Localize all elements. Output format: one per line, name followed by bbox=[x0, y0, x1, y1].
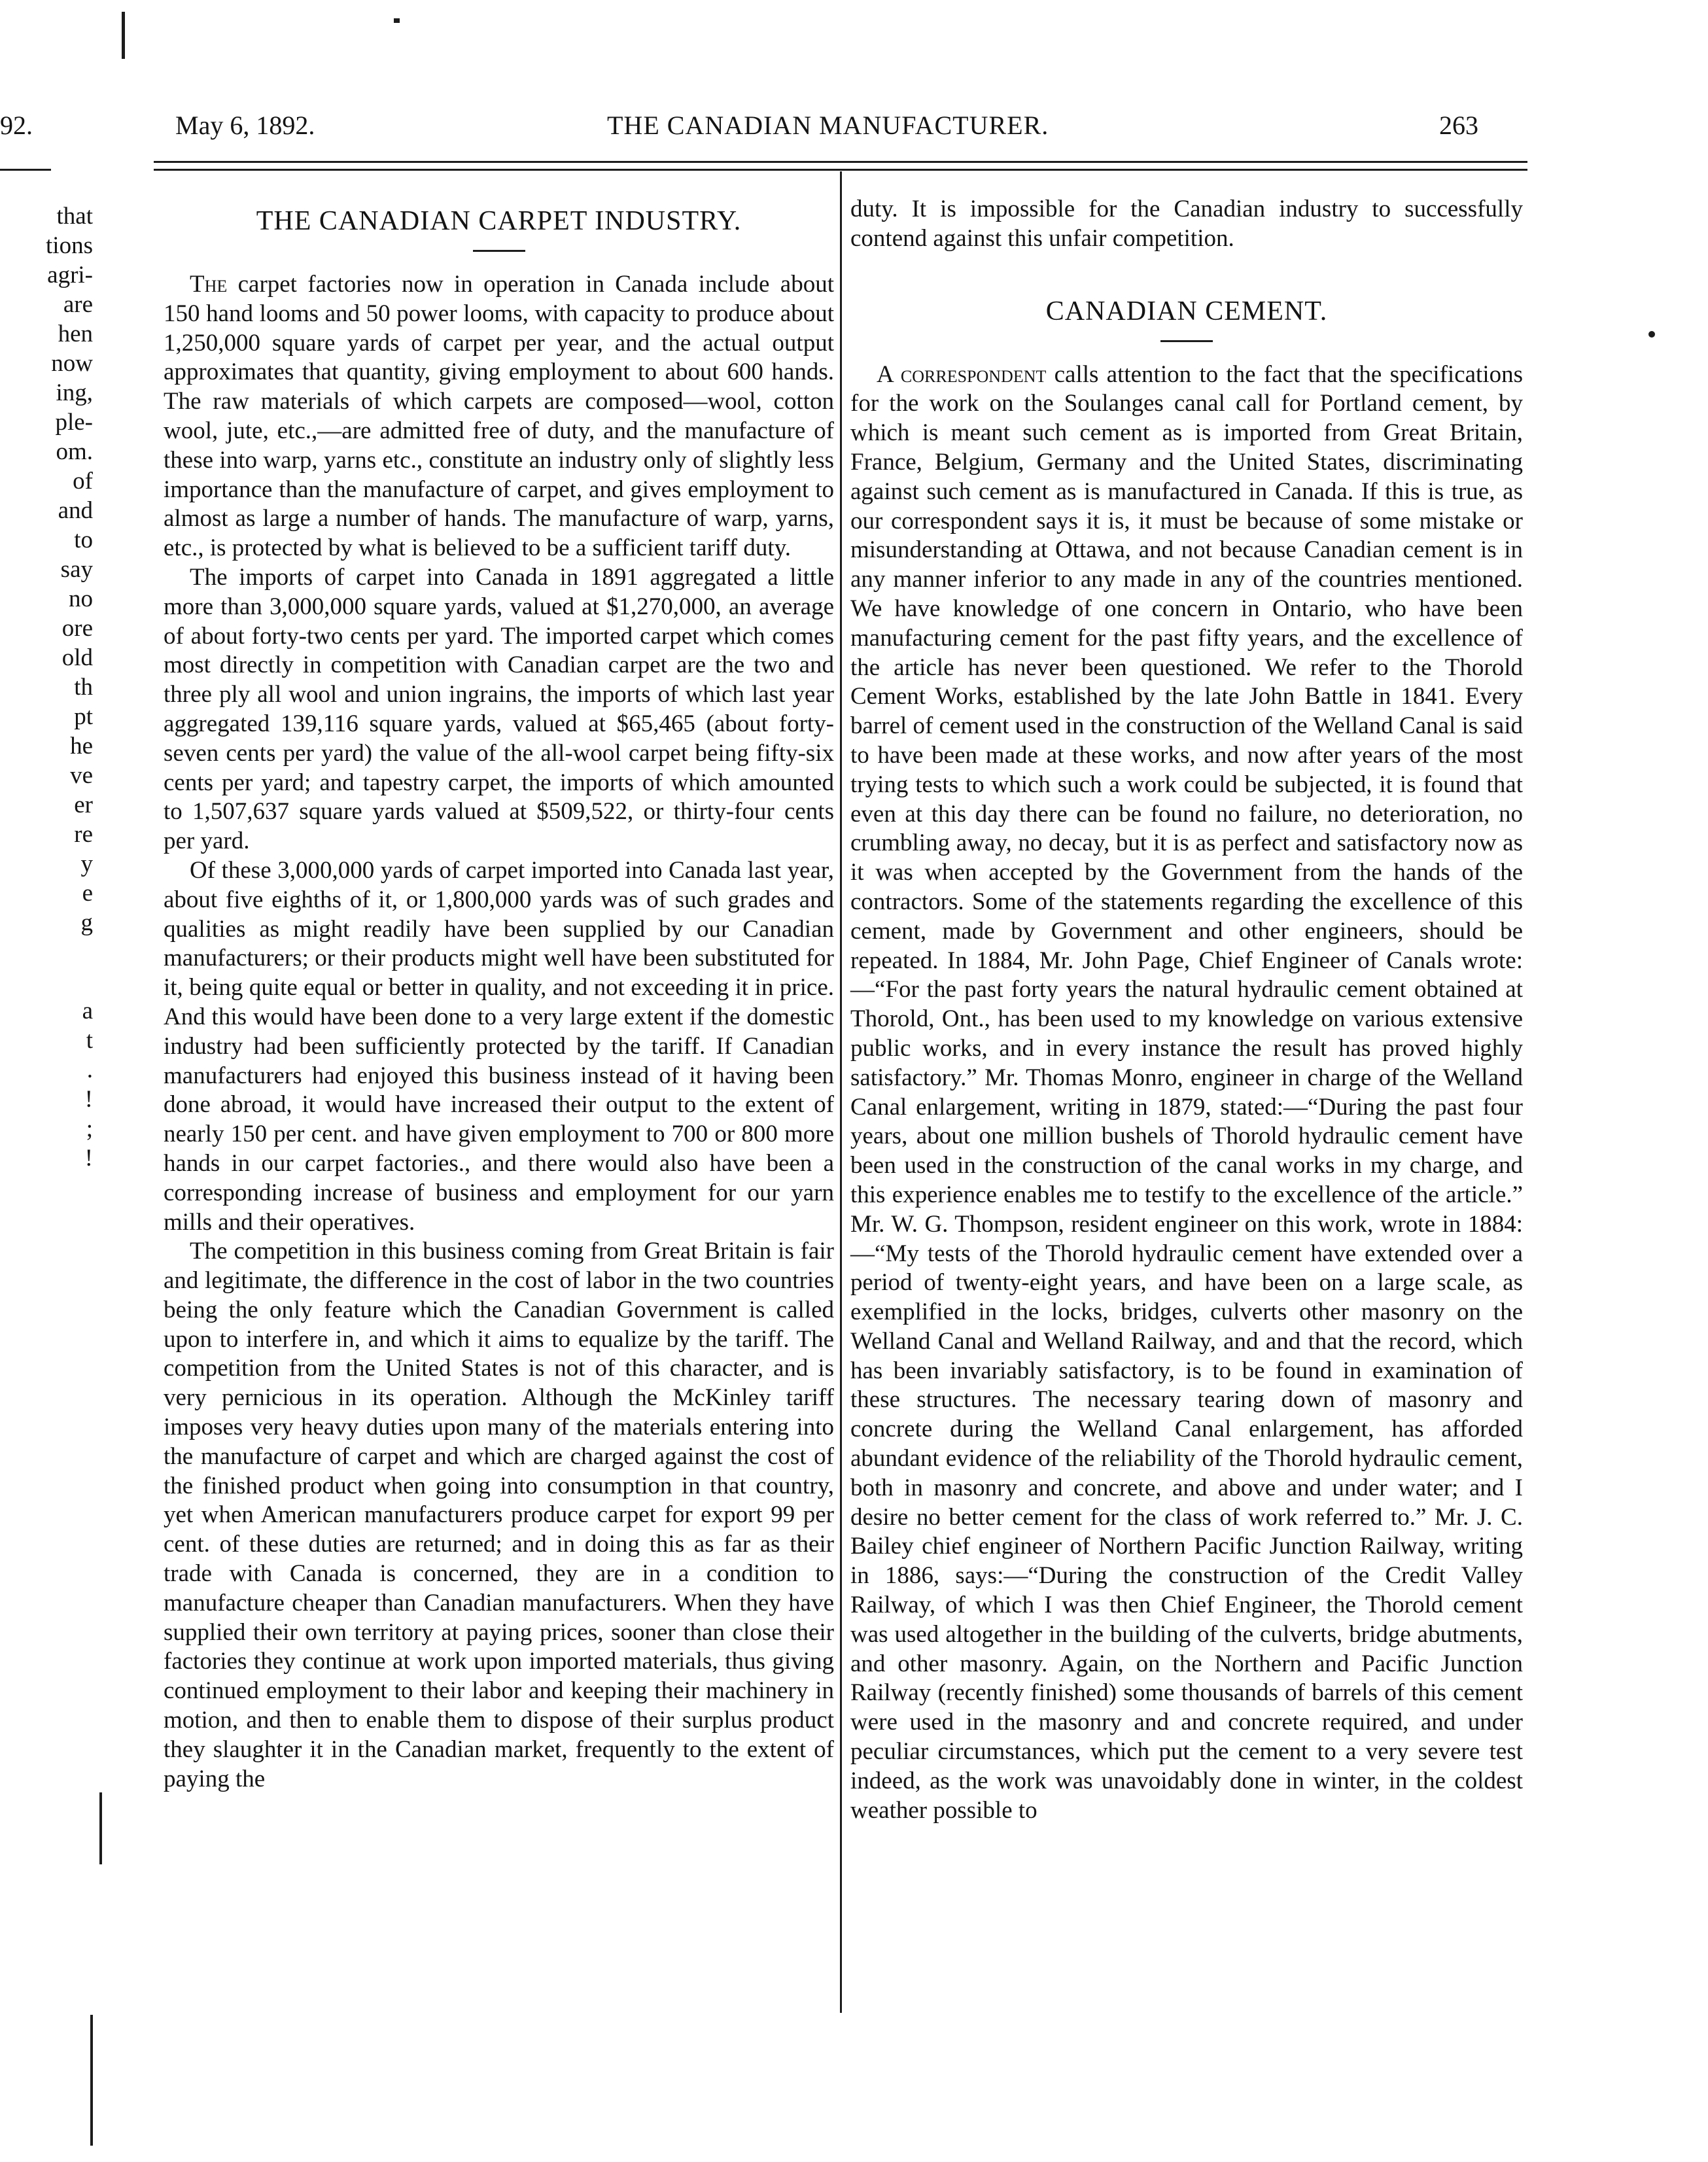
margin-fragment: e bbox=[82, 880, 93, 907]
left-column bbox=[164, 204, 834, 1794]
margin-fragment: . bbox=[86, 1056, 93, 1083]
margin-fragment: ore bbox=[61, 615, 93, 642]
margin-fragment: old bbox=[61, 644, 93, 671]
margin-fragment bbox=[3, 967, 101, 996]
margin-fragment: g bbox=[80, 909, 93, 936]
scan-dot bbox=[394, 18, 400, 23]
cement-paragraph-1 bbox=[850, 360, 1523, 1826]
margin-fragment: agri- bbox=[47, 262, 93, 288]
margin-fragment: say bbox=[60, 556, 93, 583]
margin-fragment: ! bbox=[84, 1145, 93, 1172]
margin-fragment: now bbox=[51, 350, 93, 377]
carpet-paragraph-2: The imports of carpet into Canada in 1891 aggregated a little more than 3,000,000 square yards, valued at $1,270,000, an average of about forty-two cents per yard. The imported carpet which comes most directly in competition with Canadian carpet are the two and three ply all wool and union ingrains, the imports of which last year aggregated 139,116 square yards, valued at $65,465 (about forty-seven cents per yard) the value of the all-wool carpet being fifty-six cents per yard; and tapestry carpet, the imports of which amounted to 1,507,637 square yards valued at $509,522, or thirty-four cents per yard. bbox=[164, 563, 834, 855]
cement-article-heading: CANADIAN CEMENT. bbox=[1045, 296, 1328, 326]
scan-mark-left-1 bbox=[99, 1792, 102, 1864]
page-number: 263 bbox=[1439, 111, 1478, 140]
margin-fragment: pt bbox=[74, 703, 93, 730]
scan-dot-right bbox=[1648, 331, 1655, 338]
cement-lead-words: A correspondent bbox=[877, 360, 1047, 388]
carpet-paragraph-3: Of these 3,000,000 yards of carpet imported into Canada last year, about five eighths of it, or 1,800,000 yards was of such grades and qualities as might readily have been supplied by our Canadian manufacturers; or their products might well have been substituted for it, being quite equal or better in quality, and not exceeding it in price. And this would have been done to a very large extent if the domestic industry had been sufficiently protected by the tariff. If Canadian manufacturers had enjoyed this business instead of it having been done abroad, it would have increased their output to the extent of nearly 150 per cent. and have given employment to 700 or 800 more hands in our carpet factories., and there would also have been a corresponding increase of business and employment for our yarn mills and their operatives. bbox=[164, 856, 834, 1236]
carpet-paragraph-4: The competition in this business coming from Great Britain is fair and legitimate, the difference in the cost of labor in the two countries being the only feature which the Canadian Government is called upon to interfere in, and which it aims to equalize by the tariff. The competition from the United States is not of this character, and is very pernicious in its operation. Although the McKinley tariff imposes very heavy duties upon many of the materials entering into the manufacture of carpet and which are charged against the cost of the finished product when going into consumption in that country, yet when American manufacturers produce carpet for export 99 per cent. of these duties are returned; and in doing this as far as their trade with Canada is concerned, they are in a condition to manufacture cheaper than Canadian manufacturers. When they have supplied their own territory at paying prices, sooner than close their factories they continue at work upon imported materials, thus giving continued employment to their labor and keeping their machinery in motion, and then to enable them to dispose of their surplus product they slaughter it in the Canadian market, frequently to the extent of paying the bbox=[164, 1238, 834, 1792]
margin-fragment: no bbox=[69, 585, 93, 612]
margin-fragment: om. bbox=[56, 438, 93, 465]
heading-divider bbox=[473, 250, 525, 252]
right-column bbox=[850, 195, 1523, 1825]
margin-fragment: are bbox=[63, 291, 93, 318]
heading-divider bbox=[1160, 340, 1213, 342]
carpet-paragraph-1-text: carpet factories now in operation in Canada include about 150 hand looms and 50 power looms, with capacity to produce about 1,250,000 square yards of carpet per year, and the actual output approximates that quantity, giving employment to about 600 hands. The raw materials of which carpets are composed—wool, cotton wool, jute, etc.,—are admitted free of duty, and the manufacture of these into warp, yarns etc., constitute an industry only of slightly less importance than the manufacture of carpet, and gives employment to almost as large a number of hands. The manufacture of warp, yarns, etc., is protected by what is believed to be a sufficient tariff duty. bbox=[164, 271, 834, 562]
carpet-article-heading: THE CANADIAN CARPET INDUSTRY. bbox=[256, 206, 742, 236]
margin-fragment: ! bbox=[84, 1086, 93, 1113]
margin-fragment: ing, bbox=[56, 379, 93, 406]
previous-page-number-fragment: 92. bbox=[0, 111, 33, 140]
margin-fragment: and bbox=[58, 497, 93, 524]
margin-fragment: ple- bbox=[55, 409, 93, 436]
issue-date: May 6, 1892. bbox=[175, 111, 315, 140]
margin-fragment: re bbox=[74, 821, 93, 848]
header-rule-left bbox=[0, 169, 51, 171]
previous-page-margin-fragments bbox=[3, 201, 101, 1173]
margin-fragment: to bbox=[74, 527, 93, 553]
carpet-lead-word: The bbox=[190, 271, 228, 298]
margin-fragment: y bbox=[80, 850, 93, 877]
margin-fragment: ; bbox=[86, 1115, 93, 1142]
margin-fragment: ve bbox=[70, 762, 93, 789]
carpet-article-continuation: duty. It is impossible for the Canadian industry to successfully contend against this unfair competition. bbox=[850, 196, 1523, 252]
header-rule-top bbox=[154, 161, 1527, 163]
margin-fragment: a bbox=[82, 998, 93, 1024]
margin-fragment: of bbox=[73, 468, 93, 495]
cement-paragraph-1-text: calls attention to the fact that the specifications for the work on the Soulanges canal call for Portland cement, by which is meant such cement as is imported from Great Britain, France, Belgium, Germany and the United States, discriminating against such cement as is manufactured in Canada. If this is true, as our correspondent says it is, it must be because of some mistake or misunderstanding at Ottawa, and not because Canadian cement is in any manner inferior to any made in any of the countries mentioned. We have knowledge of one concern in Ontario, who have been manufacturing cement for the past fifty years, and the excellence of the article has never been questioned. We refer to the Thorold Cement Works, established by the late John Battle in 1841. Every barrel of cement used in the construction of the Welland Canal is said to have been made at these works, and now after years of the most trying tests to which such a work could be subjected, it is found that even at this day there can be found no failure, no deterioration, no crumbling away, no decay, but it is as perfect and satisfactory now as it was when accepted by the Government from the hands of the contractors. Some of the statements regarding the excellence of this cement, made by Government and other engineers, should be repeated. In 1884, Mr. John Page, Chief Engineer of Canals wrote:—“For the past forty years the natural hydraulic cement obtained at Thorold, Ont., has been used to my knowledge on various extensive public works, and in every instance the result has proved highly satisfactory.” Mr. Thomas Monro, engineer in charge of the Welland Canal enlargement, writing in 1879, stated:—“During the past four years, about one million bushels of Thorold hydraulic cement have been used in the construction of the canal works in my charge, and this experience enables me to testify to the excellence of the article.” Mr. W. G. Thompson, resident engineer on this work, wrote in 1884:—“My tests of the Thorold hydraulic cement have extended over a period of twenty-eight years, and have been on a large scale, as exemplified in the locks, bridges, culverts other masonry on the Welland Canal and Welland Railway, and and that the record, which has been invariably satisfactory, is to be found in examination of these structures. The necessary tearing down of masonry and concrete during the Welland Canal enlargement, has afforded abundant evidence of the reliability of the Thorold hydraulic cement, both in masonry and concrete, and above and under water; and I desire no better cement for the class of work referred to.” Mr. J. C. Bailey chief engineer of Northern Pacific Junction Railway, writing in 1886, says:—“During the construction of the Credit Valley Railway, of which I was then Chief Engineer, the Thorold cement was used altogether in the building of the culverts, bridge abutments, and other masonry. Again, on the Northern and Pacific Junction Railway (recently finished) some thousands of barrels of this cement were used in the masonry and and concrete required, and under peculiar circumstances, which put the cement to a very severe test indeed, as the work was unavoidably done in winter, in the coldest weather possible to bbox=[850, 360, 1524, 1824]
column-divider bbox=[840, 171, 842, 2013]
scan-mark-top bbox=[122, 12, 125, 59]
margin-fragment: hen bbox=[58, 321, 93, 347]
margin-fragment: he bbox=[70, 733, 93, 759]
carpet-paragraph-1 bbox=[164, 270, 834, 563]
margin-fragment: tions bbox=[46, 232, 93, 259]
publication-title: THE CANADIAN MANUFACTURER. bbox=[607, 111, 1049, 140]
margin-fragment: er bbox=[74, 792, 93, 818]
running-header bbox=[0, 110, 1708, 149]
margin-fragment bbox=[3, 937, 101, 967]
margin-fragment: t bbox=[86, 1027, 93, 1054]
margin-fragment: that bbox=[56, 203, 93, 230]
header-rule-bottom bbox=[154, 169, 1527, 171]
scan-mark-left-2 bbox=[90, 2015, 93, 2146]
margin-fragment: th bbox=[74, 674, 93, 701]
